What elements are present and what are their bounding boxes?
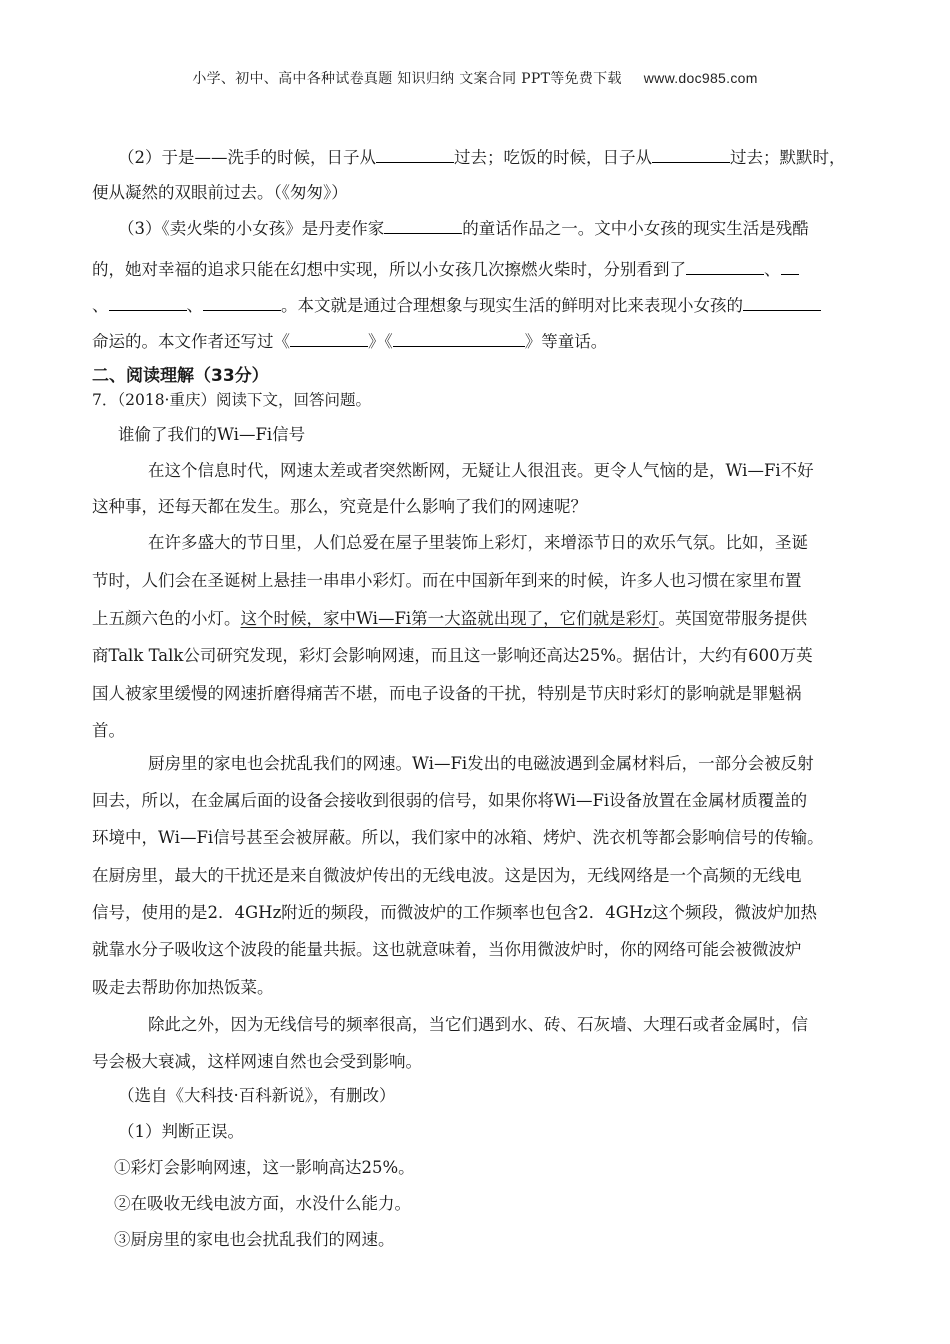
- header-site-link[interactable]: www.doc985.com: [643, 70, 758, 86]
- paragraph-4-line: 号会极大衰减，这样网速自然也会受到影响。: [92, 1052, 422, 1071]
- paragraph-3-line: 环境中，Wi—Fi信号甚至会被屏蔽。所以，我们家中的冰箱、烤炉、洗衣机等都会影响信号的传输。: [92, 828, 824, 847]
- answer-blank[interactable]: [652, 145, 730, 163]
- q3-line-1: （3）《卖火柴的小女孩》是丹麦作家 的童话作品之一。文中小女孩的现实生活是残酷: [118, 216, 888, 241]
- paragraph-4-line: 除此之外，因为无线信号的频率很高，当它们遇到水、砖、石灰墙、大理石或者金属时，信: [148, 1015, 808, 1034]
- paragraph-2-line: 上五颜六色的小灯。这个时候，家中Wi—Fi第一大盗就出现了，它们就是彩灯。英国宽带服务提供: [92, 609, 808, 628]
- sub-question-1: （1）判断正误。: [118, 1122, 244, 1141]
- answer-blank[interactable]: [376, 145, 454, 163]
- q2-line-2: 便从凝然的双眼前过去。（《匆匆》）: [92, 183, 348, 202]
- answer-blank[interactable]: [109, 293, 187, 311]
- source-note: （选自《大科技·百科新说》，有删改）: [118, 1086, 396, 1105]
- paragraph-2-line: 国人被家里缓慢的网速折磨得痛苦不堪，而电子设备的干扰，特别是节庆时彩灯的影响就是罪魁祸: [92, 684, 802, 703]
- paragraph-3-line: 厨房里的家电也会扰乱我们的网速。Wi—Fi发出的电磁波遇到金属材料后，一部分会被反射: [148, 754, 814, 773]
- answer-blank[interactable]: [743, 293, 821, 311]
- paragraph-2-line: 在许多盛大的节日里，人们总爱在屋子里装饰上彩灯，来增添节日的欢乐气氛。比如，圣诞: [148, 533, 808, 552]
- q3-line-3: 、 、 。本文就是通过合理想象与现实生活的鲜明对比来表现小女孩的: [92, 293, 862, 318]
- paragraph-3-line: 信号，使用的是2．4GHz附近的频段，而微波炉的工作频率也包含2．4GHz这个频段，微波炉加热: [92, 903, 818, 922]
- q7-intro: 7．（2018·重庆）阅读下文，回答问题。: [92, 391, 371, 409]
- paragraph-2-line: 商Talk Talk公司研究发现，彩灯会影响网速，而且这一影响还高达25%。据估计，大约有600万英: [92, 646, 813, 665]
- answer-blank[interactable]: [384, 216, 462, 234]
- header-text: 小学、初中、高中各种试卷真题 知识归纳 文案合同 PPT等免费下载: [192, 71, 622, 87]
- paragraph-1-line: 在这个信息时代，网速太差或者突然断网，无疑让人很沮丧。更令人气恼的是，Wi—Fi不好: [148, 461, 814, 480]
- q2-line-1: （2）于是——洗手的时候，日子从 过去；吃饭的时候，日子从 过去；默默时，: [118, 145, 888, 170]
- q3-line-2: 的，她对幸福的追求只能在幻想中实现，所以小女孩几次擦燃火柴时，分别看到了 、: [92, 257, 862, 282]
- judgement-item: ②在吸收无线电波方面，水没什么能力。: [114, 1194, 411, 1213]
- answer-blank[interactable]: [203, 293, 281, 311]
- judgement-item: ③厨房里的家电也会扰乱我们的网速。: [114, 1230, 395, 1249]
- judgement-item: ①彩灯会影响网速，这一影响高达25%。: [114, 1158, 415, 1177]
- answer-blank[interactable]: [781, 257, 799, 275]
- answer-blank[interactable]: [686, 257, 764, 275]
- answer-blank[interactable]: [393, 329, 525, 347]
- paragraph-3-line: 吸走去帮助你加热饭菜。: [92, 978, 274, 997]
- section-title: 二、阅读理解（33分）: [92, 366, 269, 386]
- answer-blank[interactable]: [290, 329, 368, 347]
- paragraph-3-line: 回去，所以，在金属后面的设备会接收到很弱的信号，如果你将Wi—Fi设备放置在金属材质覆盖的: [92, 791, 808, 810]
- paragraph-3-line: 在厨房里，最大的干扰还是来自微波炉传出的无线电波。这是因为，无线网络是一个高频的无线电: [92, 866, 802, 885]
- article-title: 谁偷了我们的Wi—Fi信号: [118, 425, 306, 444]
- paragraph-2-line: 节时，人们会在圣诞树上悬挂一串串小彩灯。而在中国新年到来的时候，许多人也习惯在家里布置: [92, 571, 802, 590]
- paragraph-3-line: 就靠水分子吸收这个波段的能量共振。这也就意味着，当你用微波炉时，你的网络可能会被微波炉: [92, 940, 802, 959]
- paragraph-1-line: 这种事，还每天都在发生。那么，究竟是什么影响了我们的网速呢？: [92, 497, 587, 516]
- q3-line-4: 命运的。本文作者还写过《 》《 》等童话。: [92, 329, 862, 354]
- underlined-sentence: 这个时候，家中Wi—Fi第一大盗就出现了，它们就是彩灯: [240, 609, 659, 628]
- paragraph-2-line: 首。: [92, 721, 125, 740]
- page-header: [0, 68, 950, 88]
